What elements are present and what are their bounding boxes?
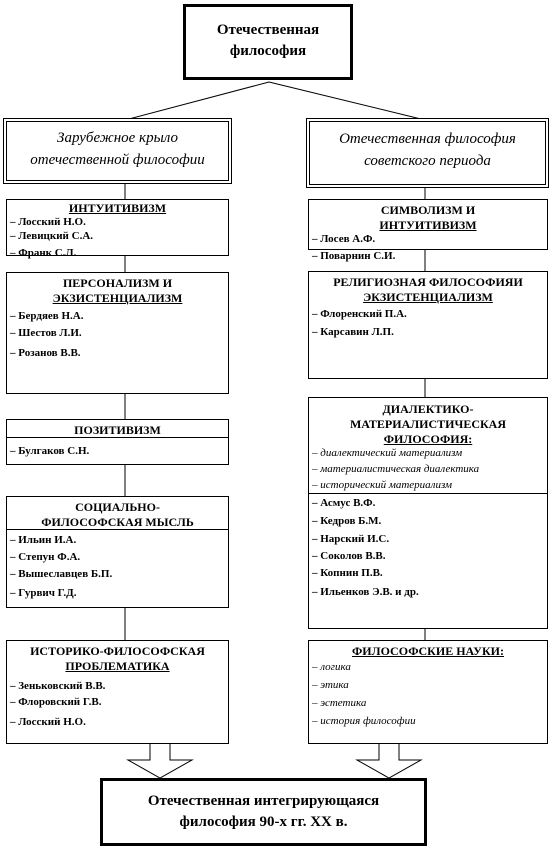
bottom-box-line2: философия 90-х гг. ХХ в. <box>179 814 348 830</box>
list-item: – диалектический материализм <box>312 447 463 459</box>
top-box-line1: Отечественная <box>216 22 320 38</box>
box-heading: ДИАЛЕКТИКО- <box>382 402 474 416</box>
box-intuitivism <box>6 199 229 259</box>
list-item: – Шестов Л.И. <box>10 327 82 339</box>
divider <box>309 493 547 494</box>
box-social-philosophy <box>6 496 229 608</box>
list-item: – Кедров Б.М. <box>312 515 382 527</box>
list-item: – история философии <box>312 715 416 727</box>
list-item: – Левицкий С.А. <box>10 230 94 242</box>
box-historical-philosophy <box>6 640 229 744</box>
arrow-left <box>128 744 192 778</box>
list-item: – Степун Ф.А. <box>10 551 81 563</box>
bottom-box <box>100 778 427 846</box>
box-positivism <box>6 419 229 465</box>
list-item: – исторический материализм <box>312 479 453 491</box>
left-column-title <box>3 118 232 184</box>
box-dialectical-materialism <box>308 397 548 629</box>
list-item: – логика <box>312 661 351 673</box>
box-heading: ФИЛОСОФСКИЕ НАУКИ: <box>351 644 504 658</box>
list-item: – Вышеславцев Б.П. <box>10 568 113 580</box>
divider <box>7 529 228 530</box>
box-heading: ЭКЗИСТЕНЦИАЛИЗМ <box>52 291 183 305</box>
list-item: – Лосский Н.О. <box>10 716 86 728</box>
list-item: – Карсавин Л.П. <box>312 326 394 338</box>
list-item: – материалистическая диалектика <box>312 463 480 475</box>
box-heading: ИНТУИТИВИЗМ <box>68 201 167 215</box>
arrow-right <box>357 744 421 778</box>
box-heading: ФИЛОСОФИЯ: <box>383 432 473 446</box>
list-item: – Флоровский Г.В. <box>10 696 102 708</box>
list-item: – этика <box>312 679 349 691</box>
right-title-line2: советского периода <box>364 153 491 169</box>
top-box <box>183 4 353 80</box>
list-item: – Флоренский П.А. <box>312 308 407 320</box>
list-item: – Лосев А.Ф. <box>312 233 376 245</box>
top-box-line2: философия <box>229 43 307 59</box>
box-heading: МАТЕРИАЛИСТИЧЕСКАЯ <box>349 417 507 431</box>
box-religious-philosophy <box>308 271 548 379</box>
box-heading: СИМВОЛИЗМ И <box>380 203 476 217</box>
list-item: – Ильенков Э.В. и др. <box>312 586 419 598</box>
box-philosophical-sciences <box>308 640 548 744</box>
right-title-line1: Отечественная философия <box>339 131 516 147</box>
right-column-title <box>306 118 549 188</box>
list-item: – Франк С.Л. <box>10 247 77 259</box>
list-item: – Лосский Н.О. <box>10 216 86 228</box>
list-item: – Бердяев Н.А. <box>10 310 84 322</box>
box-heading: СОЦИАЛЬНО- <box>75 500 160 514</box>
connector-top-right <box>269 82 425 120</box>
list-item: – Зеньковский В.В. <box>10 680 106 692</box>
list-item: – Гурвич Г.Д. <box>10 587 77 599</box>
box-heading: РЕЛИГИОЗНАЯ ФИЛОСОФИЯИ <box>333 275 523 289</box>
list-item: – Копнин П.В. <box>312 567 383 579</box>
box-heading: ПЕРСОНАЛИЗМ И <box>62 276 173 290</box>
box-heading: ПОЗИТИВИЗМ <box>74 423 161 437</box>
bottom-box-line1: Отечественная интегрирующаяся <box>147 793 380 809</box>
list-item: – Булгаков С.Н. <box>10 445 90 457</box>
list-item: – Поварнин С.И. <box>312 250 396 262</box>
box-heading: ПРОБЛЕМАТИКА <box>65 659 170 673</box>
list-item: – эстетика <box>312 697 367 709</box>
list-item: – Розанов В.В. <box>10 347 81 359</box>
box-heading: ФИЛОСОФСКАЯ МЫСЛЬ <box>41 515 194 529</box>
list-item: – Ильин И.А. <box>10 534 77 546</box>
box-heading: ЭКЗИСТЕНЦИАЛИЗМ <box>363 290 493 304</box>
list-item: – Асмус В.Ф. <box>312 497 376 509</box>
box-symbolism <box>308 199 548 262</box>
left-title-line2: отечественной философии <box>30 152 205 168</box>
divider <box>7 437 228 438</box>
box-personalism <box>6 272 229 394</box>
box-heading: ИСТОРИКО-ФИЛОСОФСКАЯ <box>30 644 205 658</box>
list-item: – Нарский И.С. <box>312 533 390 545</box>
connector-top-left <box>125 82 269 120</box>
left-title-line1: Зарубежное крыло <box>57 130 178 146</box>
list-item: – Соколов В.В. <box>312 550 386 562</box>
box-heading: ИНТУИТИВИЗМ <box>379 218 477 232</box>
